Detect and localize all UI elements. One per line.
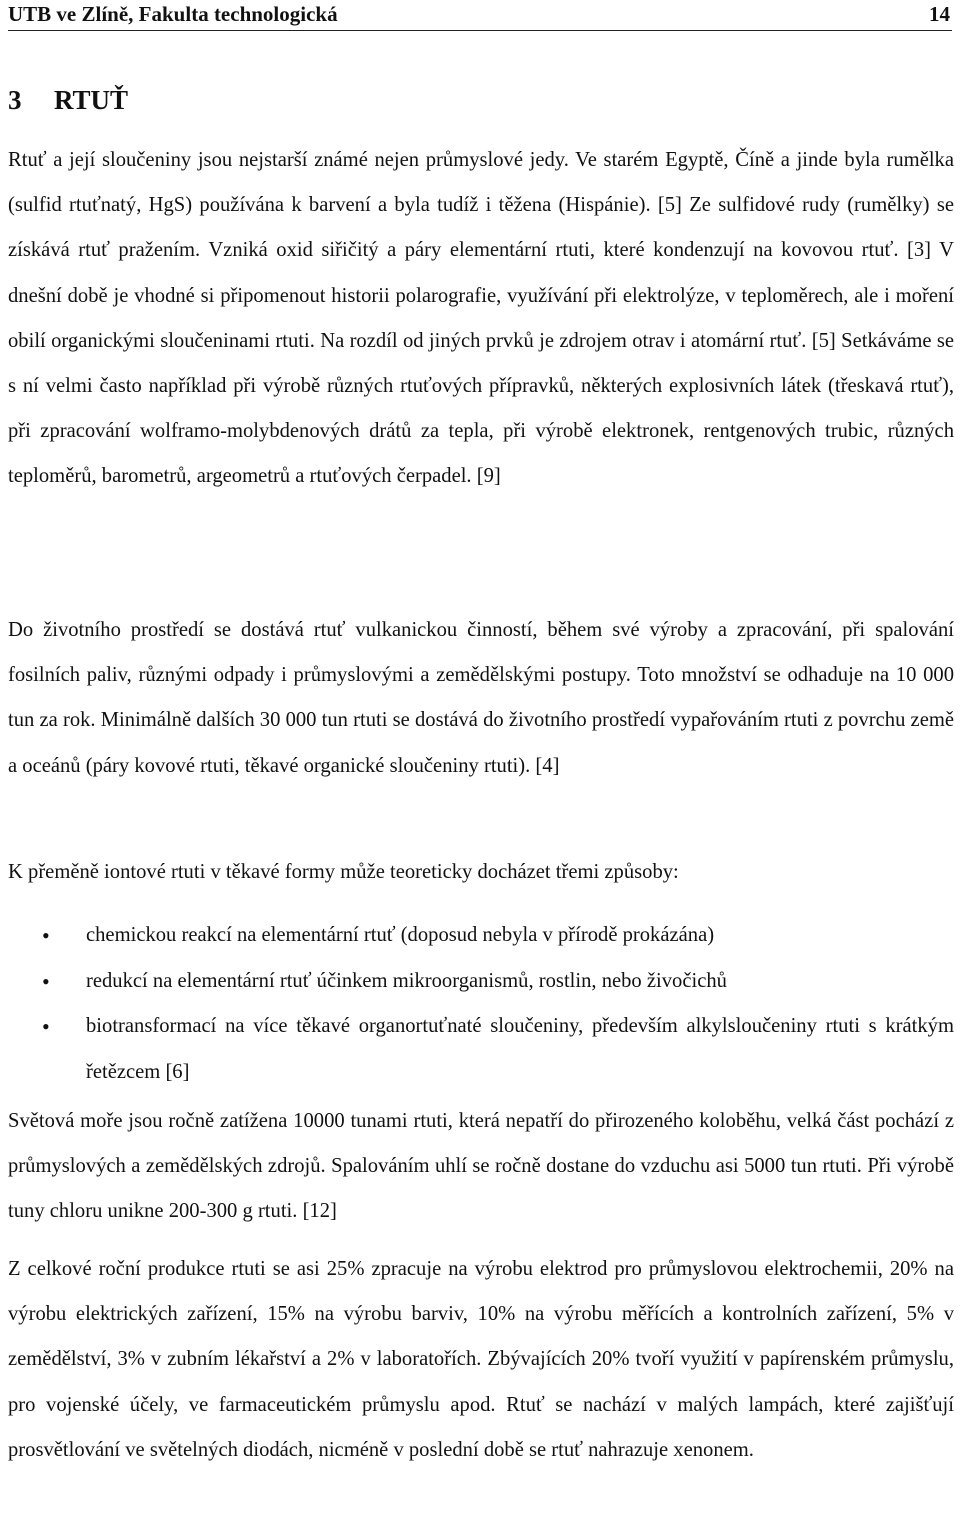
page-header — [8, 0, 952, 31]
bullet-icon: • — [42, 968, 50, 994]
list-item — [8, 1004, 954, 1095]
list-item-text: chemickou reakcí na elementární rtuť (doposud nebyla v přírodě prokázána) — [86, 924, 715, 946]
paragraph-seas: Světová moře jsou ročně zatížena 10000 tunami rtuti, která nepatří do přirozeného koloběhu, velká část pochází z průmyslových a zemědělských zdrojů. Spalováním uhlí se ročně dostane do vzduchu asi 5000 tun rtuti. Při výrobě tuny chloru unikne 200-300 g rtuti. [12] — [8, 1110, 954, 1223]
conversion-methods-list — [8, 913, 954, 1095]
chapter-heading — [8, 80, 128, 120]
list-item-text: biotransformací na více těkavé organortuťnaté sloučeniny, především alkylsloučeniny rtuti s krátkým řetězcem [6] — [86, 1015, 954, 1083]
list-item — [8, 959, 954, 1005]
header-institution: UTB ve Zlíně, Fakulta technologická — [8, 2, 338, 26]
bullet-icon: • — [42, 923, 50, 948]
chapter-title: RTUŤ — [54, 85, 129, 115]
header-page-number: 14 — [929, 2, 950, 26]
list-item — [8, 913, 954, 959]
chapter-number: 3 — [8, 85, 22, 115]
paragraph-environment: Do životního prostředí se dostává rtuť vulkanickou činností, během své výroby a zpracování, při spalování fosilních paliv, různými odpady i průmyslovými a zemědělskými postupy. Toto množství se odhaduje na 10 000 tun za rok. Minimálně dalších 30 000 tun rtuti se dostává do životního prostředí vypařováním rtuti z povrchu země a oceánů (páry kovové rtuti, těkavé organické sloučeniny rtuti). [4] — [8, 619, 954, 777]
paragraph-history: Rtuť a její sloučeniny jsou nejstarší známé nejen průmyslové jedy. Ve starém Egyptě, Číně a jinde byla rumělka (sulfid rtuťnatý, HgS) používána k barvení a byla tudíž i těžena (Hispánie). [5] Ze sulfidové rudy (rumělky) se získává rtuť pražením. Vzniká oxid siřičitý a páry elementární rtuti, které kondenzují na kovovou rtuť. [3] V dnešní době je vhodné si připomenout historii polarografie, využívání při elektrolýze, v teploměrech, ale i moření obilí organickými sloučeninami rtuti. Na rozdíl od jiných prvků je zdrojem otrav i atomární rtuť. [5] Setkáváme se s ní velmi často například při výrobě různých rtuťových přípravků, některých explosivních látek (třeskavá rtuť), při zpracování wolframo-molybdenových drátů za tepla, při výrobě elektronek, rentgenových trubic, různých teploměrů, barometrů, argeometrů a rtuťových čerpadel. [9] — [8, 149, 954, 488]
paragraph-conversion-intro: K přeměně iontové rtuti v těkavé formy může teoreticky docházet třemi způsoby: — [8, 861, 679, 883]
paragraph-production: Z celkové roční produkce rtuti se asi 25% zpracuje na výrobu elektrod pro průmyslovou elektrochemii, 20% na výrobu elektrických zařízení, 15% na výrobu barviv, 10% na výrobu měřících a kontrolních zařízení, 5% v zemědělství, 3% v zubním lékařství a 2% v laboratořích. Zbývajících 20% tvoří využití v papírenském průmyslu, pro vojenské účely, ve farmaceutickém průmyslu apod. Rtuť se nachází v malých lampách, které zajišťují prosvětlování ve světelných diodách, nicméně v poslední době se rtuť nahrazuje xenonem. — [8, 1258, 954, 1461]
list-item-text: redukcí na elementární rtuť účinkem mikroorganismů, rostlin, nebo živočichů — [86, 969, 727, 992]
bullet-icon: • — [42, 1014, 50, 1039]
